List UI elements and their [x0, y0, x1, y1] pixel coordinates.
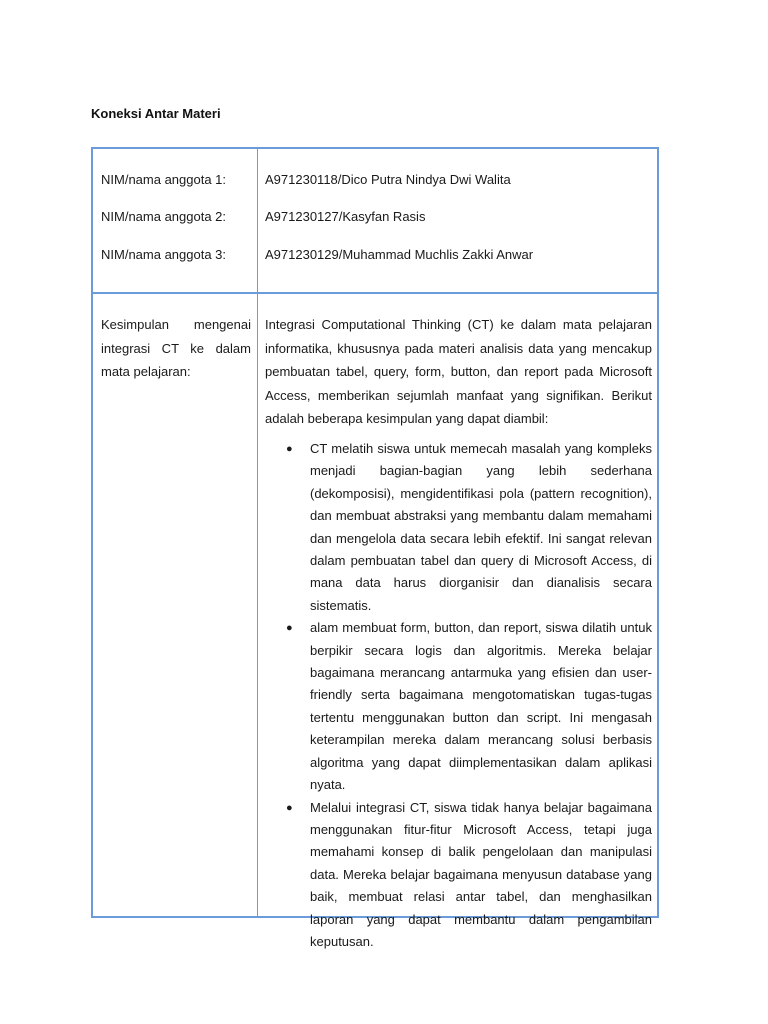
bullet-icon: ● [286, 801, 293, 814]
member-1-value: A971230118/Dico Putra Nindya Dwi Walita [265, 172, 511, 187]
conclusion-label: Kesimpulan mengenai integrasi CT ke dalam mata pelajaran: [101, 317, 251, 379]
column-divider [257, 149, 258, 916]
bullet-text: alam membuat form, button, dan report, siswa dilatih untuk berpikir secara logis dan algoritmis. Mereka belajar bagaimana merancang antarmuka yang efisien dan user-friendly serta bagaimana mengotomatiskan tugas-tugas tertentu menggunakan button dan script. Ini mengasah keterampilan mereka dalam merancang solusi berbasis algoritma yang dapat diimplementasikan dalam aplikasi nyata. [310, 620, 652, 793]
bullet-text: CT melatih siswa untuk memecah masalah yang kompleks menjadi bagian-bagian yang lebih sederhana (dekomposisi), mengidentifikasi pola (pattern recognition), dan membuat abstraksi yang membantu dalam memahami dan mengelola data secara lebih efektif. Ini sangat relevan dalam pembuatan tabel dan query di Microsoft Access, di mana data harus diorganisir dan dianalisis secara sistematis. [310, 441, 652, 613]
member-3-label: NIM/nama anggota 3: [101, 247, 227, 262]
conclusion-intro: Integrasi Computational Thinking (CT) ke dalam mata pelajaran informatika, khususnya pada materi analisis data yang mencakup pembuatan tabel, query, form, button, dan report pada Microsoft Access, memberikan sejumlah manfaat yang signifikan. Berikut adalah beberapa kesimpulan yang dapat diambil: [265, 317, 652, 426]
page-title: Koneksi Antar Materi [91, 106, 221, 121]
member-3-value: A971230129/Muhammad Muchlis Zakki Anwar [265, 247, 534, 262]
member-1-label: NIM/nama anggota 1: [101, 172, 227, 187]
member-2-label: NIM/nama anggota 2: [101, 209, 227, 224]
member-2-value: A971230127/Kasyfan Rasis [265, 209, 426, 224]
conclusion-bullet-list [265, 438, 652, 953]
list-item [265, 617, 652, 796]
bullet-icon: ● [286, 443, 293, 455]
bullet-icon: ● [286, 622, 293, 635]
list-item [265, 797, 652, 954]
bullet-text: Melalui integrasi CT, siswa tidak hanya belajar bagaimana menggunakan fitur-fitur Microsoft Access, tetapi juga memahami konsep di balik pengelolaan dan manipulasi data. Mereka belajar bagaimana menyusun database yang baik, membuat relasi antar tabel, dan menghasilkan laporan yang dapat membantu dalam pengambilan keputusan. [310, 799, 652, 949]
list-item [265, 438, 652, 617]
row-divider [93, 292, 657, 294]
info-table [91, 147, 659, 949]
